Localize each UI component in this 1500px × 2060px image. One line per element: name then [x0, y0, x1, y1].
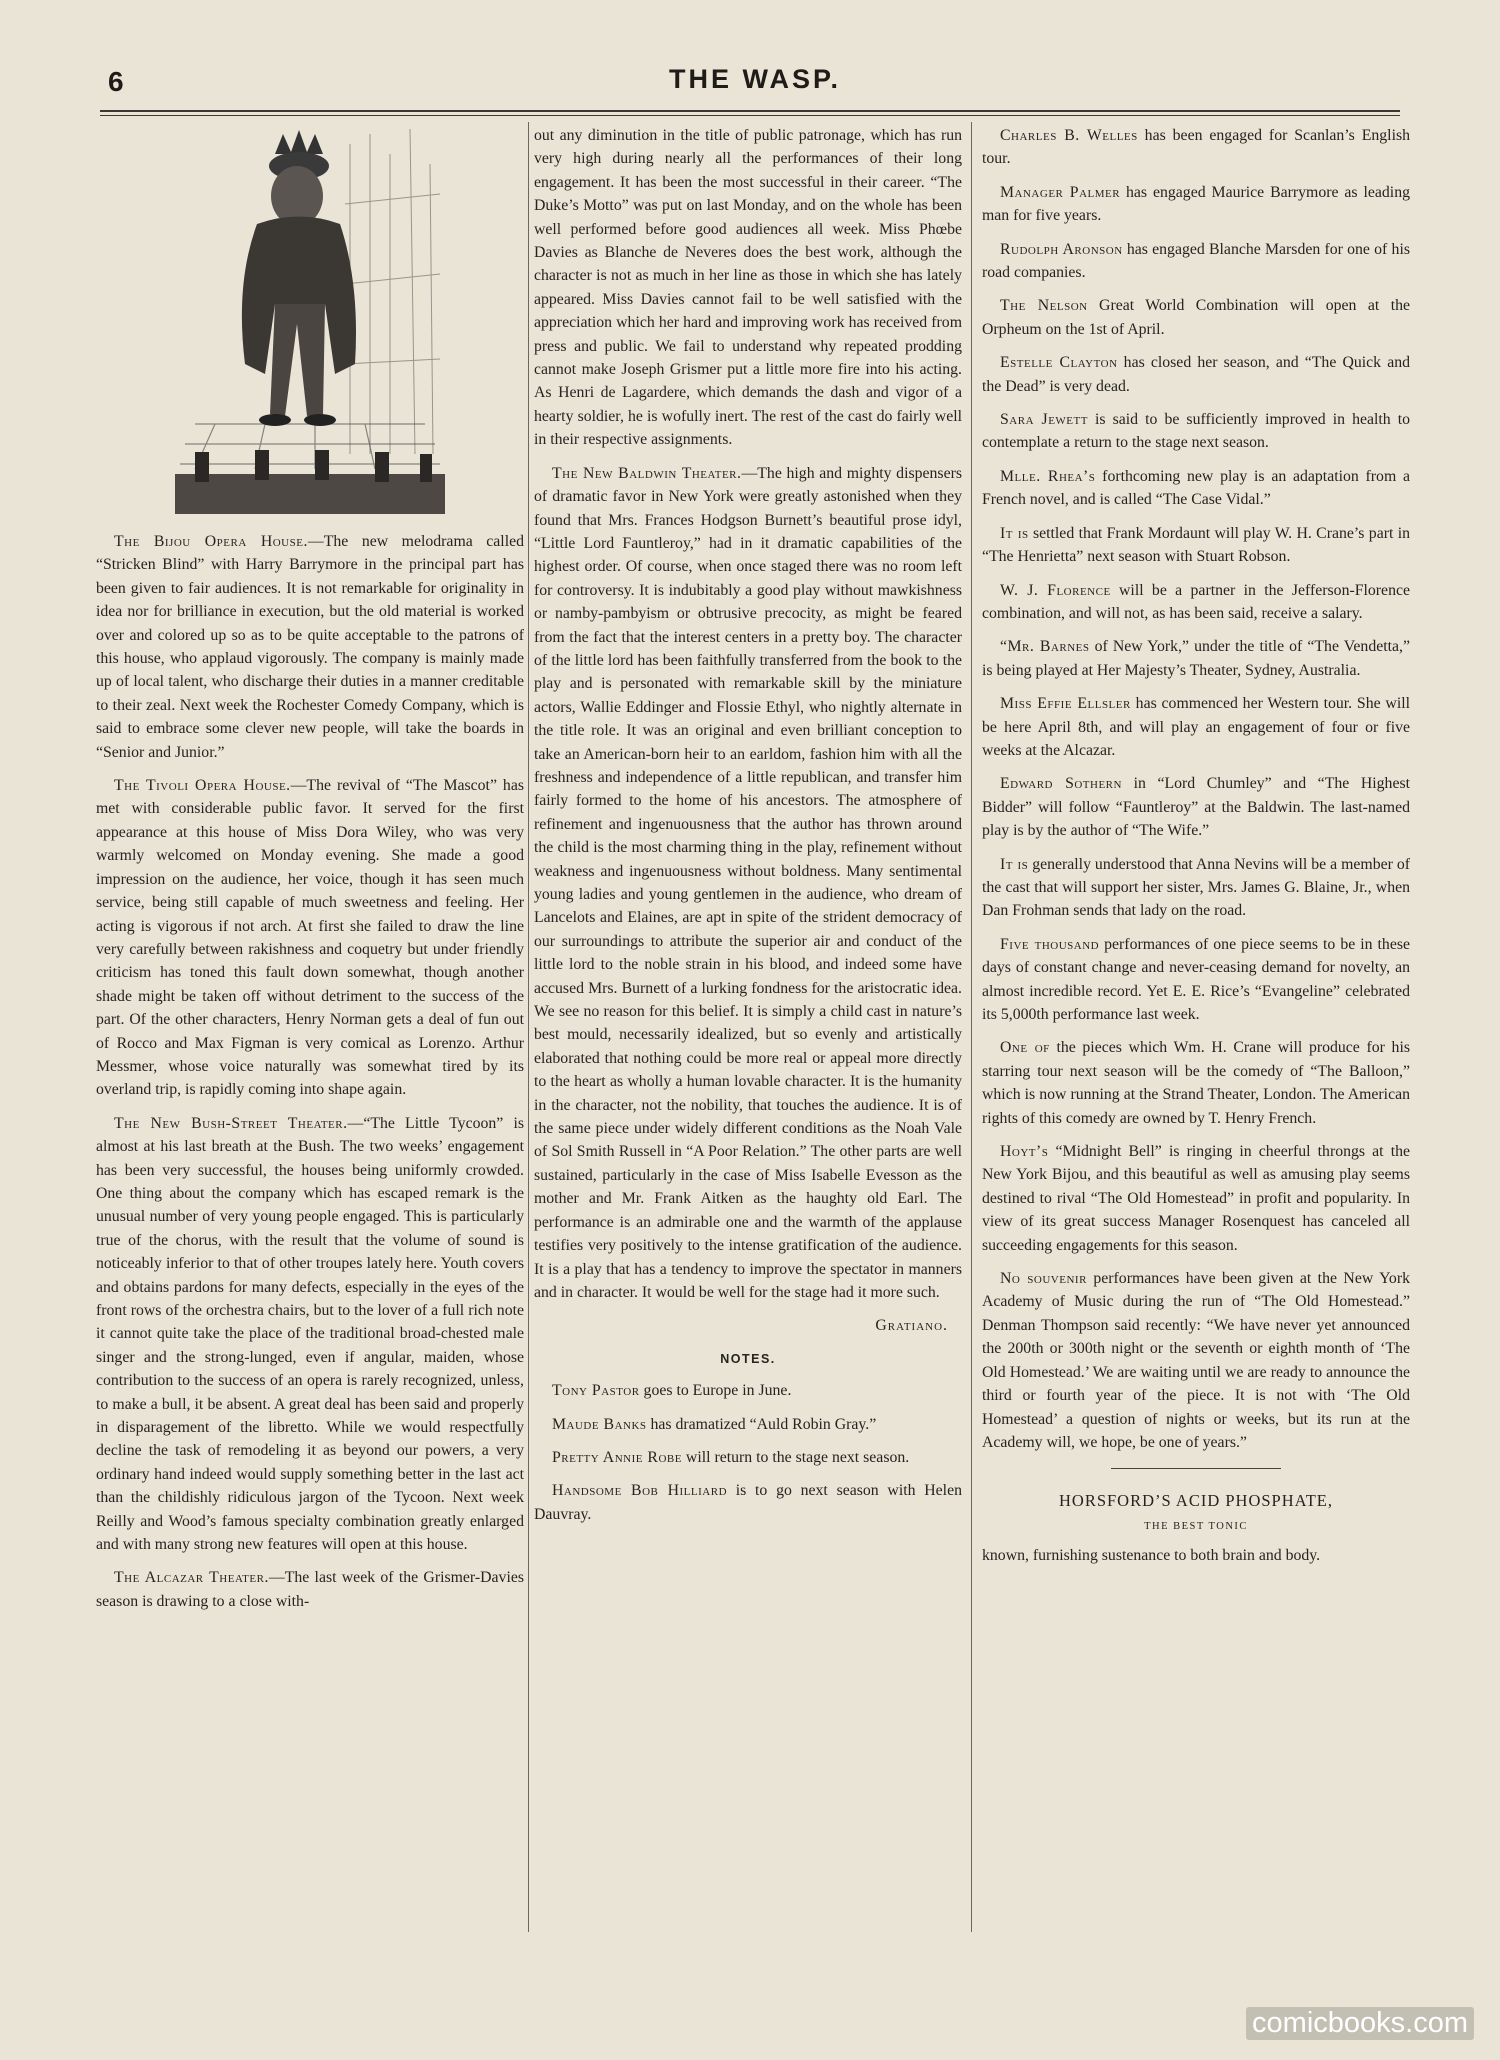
note-body: performances have been given at the New York Academy of Music during the run of “The Old Homestead.” Denman Thompson said recently: “We have never yet announced the 200th or 300th night or the seventh or eighth month of ‘The Old Homestead.’ We are waiting until we are ready to announce the third or fourth year of the piece. It is not with ‘The Old Homestead’ a question of nights or weeks, but its run at the Academy will, we hope, be one of years.”: [982, 1270, 1410, 1451]
masthead-title: THE WASP.: [668, 64, 842, 94]
note-heading: Edward Sothern: [1000, 775, 1122, 793]
note-item: [982, 351, 1410, 398]
note-body: in “Lord Chumley” and “The Highest Bidder” will follow “Fauntleroy” at the Baldwin. The last-named play is by the author of “The Wife.”: [982, 775, 1410, 840]
article-body: —The high and mighty dispensers of dramatic favor in New York were greatly astonished when they found that Mrs. Frances Hodgson Burnett’s beautiful prose idyl, “Little Lord Fauntleroy,” had in it dramatic capabilities of the highest order. Of course, when once staged there was no room left for controversy. It is indubitably a good play without mawkishness or namby-pambyism or obtrusive precocity, as might be feared from the fact that the interest centers in a pretty boy. The character of the little lord has been faithfully transferred from the book to the play and is personated with remarkable skill by the miniature actors, Wallie Eddinger and Flossie Ethyl, who nightly alternate in the title role. It was an original and even brilliant conception to take an American-born heir to an earldom, fashion him with all the freshness and independence of a little republican, and transfer him fairly formed to the home of his ancestors. The atmosphere of refinement and ingenuousness that the author has thrown around the child is the most charming thing in the play, refinement without weakness and ingenuousness without boldness. Many sentimental young ladies and young gentlemen in the audience, who dream of Lancelots and Elaines, are apt in spite of the strident democracy of our surroundings to attribute the superior air and conduct of the little lord to the noble strain in his blood, and indeed some have accused Mrs. Burnett of a lurking fondness for the aristocratic idea. We see no reason for this belief. It is simply a child cast in nature’s best mould, necessarily idealized, but so evenly and artistically elaborated that nothing could be more real or appeal more directly to the heart as wholly a human lovable character. It is the humanity in the character, not the nobility, that touches the audience. It is of the same piece under widely different conditions as the Noah Vale of Sol Smith Russell in “A Poor Relation.” The other parts are well sustained, particularly in the case of Miss Isabelle Evesson as the mother and Mr. Frank Aitken as the haughty old Earl. The performance is an admirable one and the warmth of the applause testifies very positively to the intense gratification of the audience. It is a play that has a tendency to improve the spectator in manners and in character. It would be well for the stage had it more such.: [534, 464, 962, 1301]
article-alcazar: [96, 1566, 524, 1613]
note-body: performances of one piece seems to be in these days of constant change and never-ceasing demand for novelty, an almost incredible record. Yet E. E. Rice’s “Evangeline” celebrated its 5,000th performance last week.: [982, 935, 1410, 1023]
note-item: [534, 1446, 962, 1469]
note-heading: It is: [1000, 855, 1029, 873]
note-item: [982, 579, 1410, 626]
note-item: [982, 933, 1410, 1027]
note-heading: Maude Banks: [552, 1415, 647, 1433]
note-item: [534, 1379, 962, 1402]
note-heading: Manager Palmer: [1000, 183, 1121, 201]
column-3: [982, 124, 1410, 1578]
column-2: [534, 124, 962, 1536]
article-heading: The Bijou Opera House.: [114, 533, 308, 550]
column-1: [96, 124, 524, 1623]
note-heading: Rudolph Aronson: [1000, 240, 1123, 258]
article-body: —“The Little Tycoon” is almost at his last breath at the Bush. The two weeks’ engagement has been very successful, the houses being uniformly crowded. One thing about the company which has escaped remark is the unusual number of very young people engaged. This is particularly true of the chorus, with the result that the volume of sound is noticeably inferior to that of other troupes lately here. Youth covers and obtains pardons for many defects, especially in the eyes of the front rows of the orchestra chairs, but to the lover of a full rich note it cannot quite take the place of the traditional broad-chested male singer and the strong-lunged, even if angular, maiden, whose contribution to the success of an opera is rarely recognized, unless, to make a bull, it be absent. A great deal has been said and properly in disparagement of the libretto. While we would respectfully decline the task of remodeling it as beyond our powers, a very ordinary hand indeed would supply something better in the last act than the childishly ridiculous jargon of the Tycoon. Next week Reilly and Wood’s famous specialty combination greatly enlarged and with many strong new features will open at this house.: [96, 1114, 524, 1554]
note-heading: Five thousand: [1000, 935, 1100, 953]
notes-heading: NOTES.: [720, 1351, 776, 1366]
note-body: goes to Europe in June.: [639, 1382, 792, 1400]
note-heading: Charles B. Welles: [1000, 127, 1138, 144]
note-item: [982, 465, 1410, 512]
note-body: is said to be sufficiently improved in health to contemplate a return to the stage next season.: [982, 411, 1411, 452]
note-body: has been engaged for Scanlan’s English tour.: [982, 127, 1410, 168]
note-heading: Miss Effie Ellsler: [1000, 695, 1131, 713]
note-body: will return to the stage next season.: [681, 1448, 910, 1466]
note-body: has engaged Maurice Barrymore as leading man for five years.: [982, 183, 1410, 225]
article-alcazar-continued: [534, 124, 962, 452]
note-item: [982, 635, 1410, 682]
article-body: —The revival of “The Mascot” has met with considerable public favor. It served for the first appearance at this house of Miss Dora Wiley, who was very warmly welcomed on Monday evening. She made a good impression on the audience, her voice, though it has seen much service, being still capable of much sweetness and feeling. Her acting is vigorous if not arch. At first she failed to draw the line very carefully between rakishness and coquetry but under friendly criticism has toned this fault down somewhat, though another shade might be taken off without detriment to the success of the part. Of the other characters, Henry Norman gets a deal of fun out of Rocco and Max Figman is very comical as Lorenzo. Arthur Messmer, whose voice naturally was somewhat tired by its overland trip, is rapidly coming into shape again.: [96, 777, 524, 1099]
note-item: [982, 181, 1410, 228]
note-heading: Handsome Bob Hilliard: [552, 1482, 728, 1500]
column-divider: [528, 122, 529, 1932]
caricature-illustration: [175, 124, 445, 528]
note-heading: “Mr. Barnes: [1000, 638, 1090, 656]
article-body: —The new melodrama called “Stricken Blind” with Harry Barrymore in the principal part has been given to fair audiences. It is not remarkable for originality in idea nor for brilliance in execution, but the old material is worked over and colored up so as to be quite acceptable to the patrons of this house, who applaud vigorously. The company is mainly made up of local talent, who discharge their duties in a manner creditable to their zeal. Next week the Rochester Comedy Company, which is said to embrace some clever new people, will take the boards in “Senior and Junior.”: [96, 533, 524, 761]
article-heading: The New Bush-Street Theater.: [114, 1114, 348, 1132]
page-number: 6: [108, 66, 124, 97]
note-body: has commenced her Western tour. She will be here April 8th, and will play an engagement of four or five weeks at the Alcazar.: [982, 695, 1411, 759]
site-watermark: comicbooks.com: [1246, 2007, 1474, 2040]
note-body: generally understood that Anna Nevins will be a member of the cast that will support her sister, Mrs. James G. Blaine, Jr., when Dan Frohman sends that lady on the road.: [982, 855, 1411, 920]
header-rule: [100, 110, 1400, 116]
note-body: settled that Frank Mordaunt will play W. H. Crane’s part in “The Henrietta” next season with Stuart Robson.: [982, 524, 1410, 566]
note-body: Great World Combination will open at the Orpheum on the 1st of April.: [982, 297, 1410, 338]
note-item: [982, 692, 1410, 762]
note-item: [982, 522, 1410, 569]
article-bush-street: [96, 1112, 524, 1557]
article-heading: The New Baldwin Theater.: [552, 464, 742, 482]
note-item: [982, 408, 1410, 455]
section-divider: [1111, 1468, 1281, 1469]
advertisement-subtitle: THE BEST TONIC: [1144, 1520, 1248, 1532]
note-heading: Hoyt’s: [1000, 1143, 1049, 1161]
note-body: is to go next season with Helen Dauvray.: [534, 1482, 962, 1523]
article-tivoli: [96, 774, 524, 1102]
note-heading: Estelle Clayton: [1000, 354, 1118, 372]
note-item: [982, 238, 1410, 285]
note-body: “Midnight Bell” is ringing in cheerful throngs at the New York Bijou, and this beautiful as well as amusing play seems destined to rival “The Old Homestead” in profit and popularity. In view of its great success Manager Rosenquest has canceled all succeeding engagements for this season.: [982, 1143, 1410, 1254]
article-bijou: [96, 530, 524, 764]
article-body: —The last week of the Grismer-Davies season is drawing to a close with-: [96, 1569, 524, 1610]
note-body: of New York,” under the title of “The Vendetta,” is being played at Her Majesty’s Theater, Sydney, Australia.: [982, 638, 1410, 679]
note-heading: The Nelson: [1000, 297, 1088, 315]
note-heading: Tony Pastor: [552, 1382, 640, 1400]
note-heading: Mlle. Rhea’s: [1000, 467, 1096, 485]
page-header: [100, 62, 1410, 112]
note-item: [982, 294, 1410, 341]
note-item: [982, 124, 1410, 171]
note-item: [982, 772, 1410, 842]
note-item: [982, 853, 1410, 923]
note-item: [982, 1140, 1410, 1257]
column-divider: [971, 122, 972, 1932]
advertisement-body: known, furnishing sustenance to both brain and body.: [982, 1547, 1321, 1565]
note-heading: W. J. Florence: [1000, 581, 1111, 599]
note-item: [534, 1479, 962, 1526]
note-body: has engaged Blanche Marsden for one of his road companies.: [982, 240, 1410, 282]
article-heading: The Tivoli Opera House.: [114, 777, 291, 795]
note-body: will be a partner in the Jefferson-Florence combination, and will not, as has been said, receive a salary.: [982, 581, 1410, 622]
note-heading: It is: [1000, 524, 1029, 542]
article-baldwin: [534, 462, 962, 1305]
note-item: [534, 1413, 962, 1436]
note-body: has dramatized “Auld Robin Gray.”: [646, 1415, 877, 1433]
note-heading: One of: [1000, 1039, 1050, 1057]
note-heading: Sara Jewett: [1000, 411, 1088, 429]
note-body: the pieces which Wm. H. Crane will produce for his starring tour next season will be the comedy of “The Balloon,” which is now running at the Strand Theater, London. The American rights of this comedy are owned by T. Henry French.: [982, 1039, 1410, 1127]
author-signature: Gratiano.: [875, 1317, 948, 1335]
note-heading: Pretty Annie Robe: [552, 1448, 682, 1466]
article-heading: The Alcazar Theater.: [114, 1569, 269, 1587]
note-body: forthcoming new play is an adaptation from a French novel, and is called “The Case Vidal.”: [982, 467, 1410, 509]
article-body: out any diminution in the title of public patronage, which has run very high during nearly all the performances of their long engagement. It has been the most successful in their career. “The Duke’s Motto” was put on last Monday, and on the whole has been well performed before good audiences all week. Miss Phœbe Davies as Blanche de Neveres does the best work, although the character is not as much in her line as those in which she has lately appeared. Miss Davies cannot fail to be well satisfied with the appreciation which her hard and improving work has received from press and public. We fail to understand why repeated prodding cannot make Joseph Grismer put a little more fire into his acting. As Henri de Lagardere, which demands the dash and vigor of a hearty soldier, he is wofully inert. The rest of the cast do fairly well in their respective assignments.: [534, 127, 962, 449]
note-body: has closed her season, and “The Quick and the Dead” is very dead.: [982, 354, 1410, 395]
note-item: [982, 1267, 1410, 1454]
note-heading: No souvenir: [1000, 1270, 1087, 1288]
advertisement-title: HORSFORD’S ACID PHOSPHATE,: [1058, 1491, 1333, 1511]
note-item: [982, 1036, 1410, 1130]
